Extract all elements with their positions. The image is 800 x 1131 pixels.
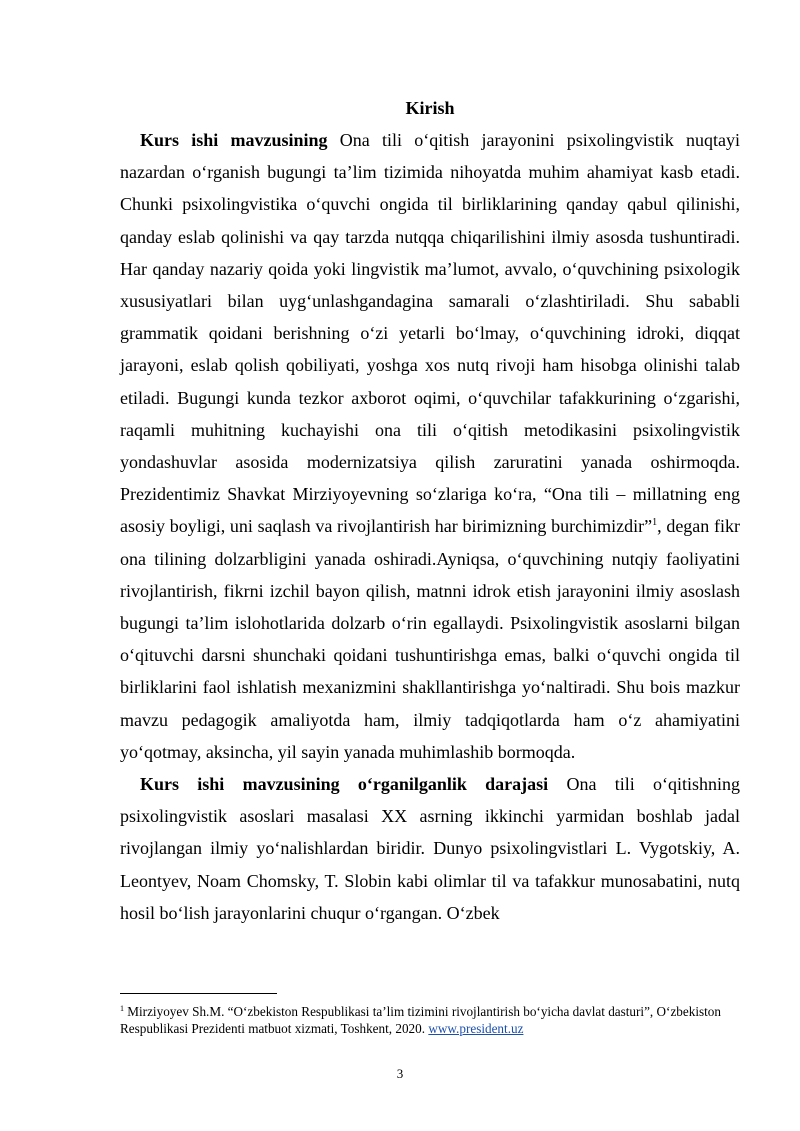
footnote-mark: 1 (120, 1004, 124, 1013)
page-body (120, 92, 740, 929)
paragraph-text: Ona tili o‘qitishning psixolingvistik asoslari masalasi XX asrning ikkinchi yarmidan boshlab jadal rivojlangan ilmiy yo‘nalishlardan biridir. Dunyo psixolingvistlari L. Vygotskiy, A. Leontyev, Noam Chomsky, T. Slobin kabi olimlar til va tafakkur munosabatini, nutq hosil bo‘lish jarayonlarini chuqur o‘rgangan. O‘zbek (120, 774, 740, 923)
section-heading: Kirish (405, 98, 455, 118)
footnote-link[interactable]: www.president.uz (428, 1021, 524, 1036)
page-number: 3 (396, 1066, 404, 1081)
paragraph-text: Ona tili o‘qitish jarayonini psixolingvistik nuqtayi nazardan o‘rganish bugungi ta’lim tizimida nihoyatda muhim ahamiyat kasb etadi. Chunki psixolingvistika o‘quvchi ongida til birliklarining qanday qabul qilinishi, qanday eslab qolinishi va qay tarzda nutqqa chiqarilishini ilmiy asosda tushuntiradi. Har qanday nazariy qoida yoki lingvistik ma’lumot, avvalo, o‘quvchining psixologik xususiyatlari bilan uyg‘unlashgandagina samarali o‘zlashtiriladi. Shu sababli grammatik qoidani berishning o‘zi yetarli bo‘lmay, o‘quvchining idroki, diqqat jarayoni, eslab qolish qobiliyati, yoshga xos nutq rivoji ham hisobga olinishi talab etiladi. Bugungi kunda tezkor axborot oqimi, o‘quvchilar tafakkurining o‘zgarishi, raqamli muhitning kuchayishi ona tili o‘qitish metodikasini psixolingvistik yondashuvlar asosida modernizatsiya qilish zaruratini yanada oshirmoqda. Prezidentimiz Shavkat Mirziyoyevning so‘zlariga ko‘ra, “Ona tili – millatning eng asosiy boyligi, uni saqlash va rivojlantirish har birimizning burchimizdir” (120, 130, 740, 537)
paragraph-lead: Kurs ishi mavzusining o‘rganilganlik darajasi (140, 774, 549, 795)
footnote-text: Mirziyoyev Sh.M. “O‘zbekiston Respublikasi ta’lim tizimini rivojlantirish bo‘yicha davlat dasturi”, O‘zbekiston Respublikasi Prezidenti matbuot xizmati, Toshkent, 2020. (120, 1004, 721, 1036)
paragraph-study-level (120, 768, 740, 929)
footnote-reference[interactable]: 1 (652, 517, 658, 529)
paragraph-text-continued: , degan fikr ona tilining dolzarbligini yanada oshiradi.Ayniqsa, o‘quvchining nutqiy faoliyatini rivojlantirish, fikrni izchil bayon qilish, matnni idrok etish jarayonini ilmiy asoslash bugungi ta’lim islohotlarida dolzarb o‘rin egallaydi. Psixolingvistik asoslarni bilgan o‘qituvchi darsni shunchaki qoidani tushuntirishga emas, balki o‘quvchi ongida til birliklarini faol ishlatish mexanizmini shakllantirishga yo‘naltiradi. Shu bois mazkur mavzu pedagogik amaliyotda ham, ilmiy tadqiqotlarda ham o‘z ahamiyatini yo‘qotmay, aksincha, yil sayin yanada muhimlashib bormoqda. (120, 516, 741, 762)
paragraph-introduction (120, 124, 740, 768)
paragraph-lead: Kurs ishi mavzusining (140, 130, 328, 150)
footnote-divider (120, 993, 277, 994)
footnote (120, 1000, 740, 1037)
